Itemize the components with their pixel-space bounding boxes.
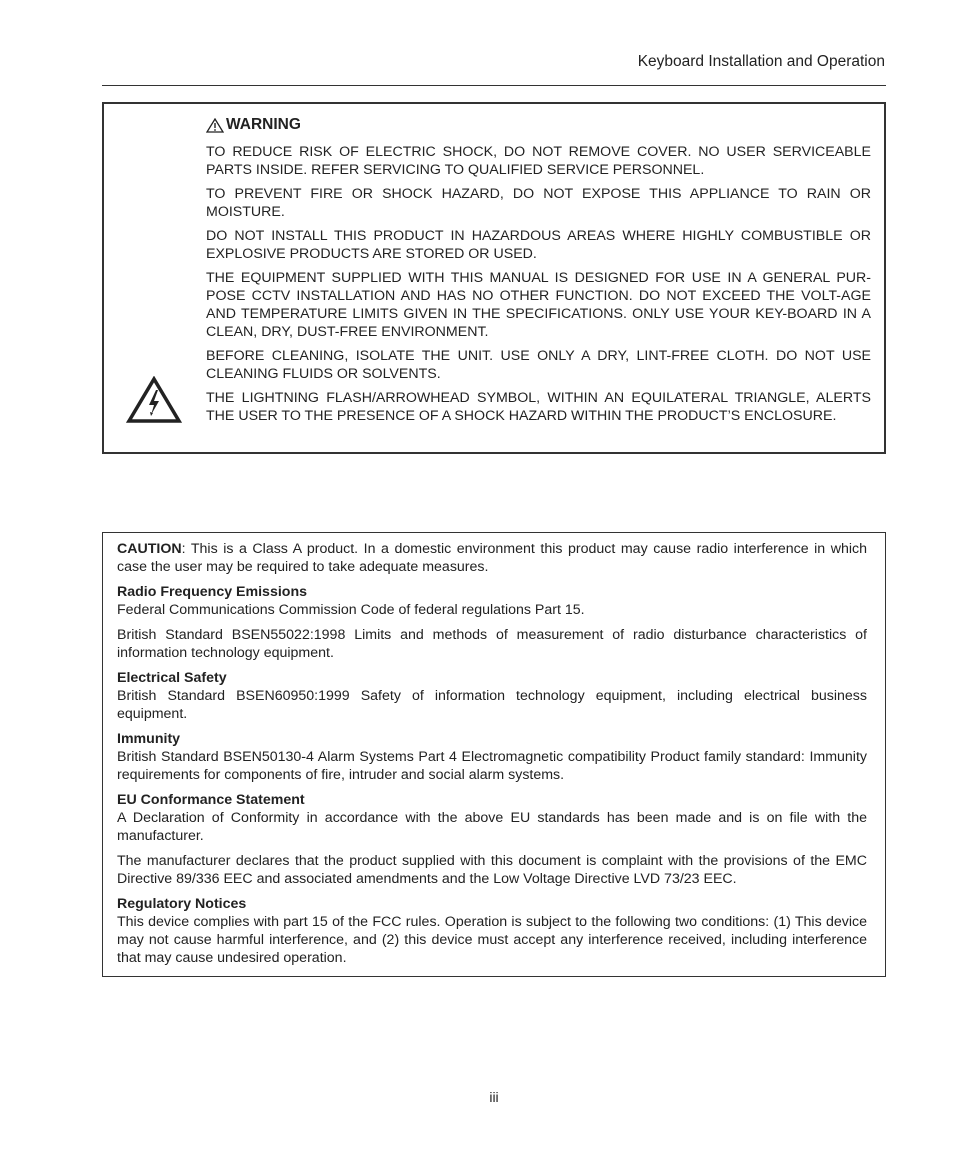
page-number: iii (489, 1089, 499, 1105)
caution-label: CAUTION (117, 541, 182, 557)
section-text: British Standard BSEN60950:1999 Safety of information technology equipment, including electrical business equipment. (117, 688, 867, 722)
section-eu-conformance (117, 791, 867, 845)
caution-text: : This is a Class A product. In a domestic environment this product may cause radio interference in which case the user may be required to take adequate measures. (117, 541, 867, 575)
lightning-hazard-icon (126, 376, 182, 424)
section-text: This device complies with part 15 of the FCC rules. Operation is subject to the following two conditions: (1) This device may not cause harmful interference, and (2) this device must accept any interference received, including interference that may cause undesired operation. (117, 914, 867, 966)
section-heading: Regulatory Notices (117, 896, 247, 912)
warning-body (206, 143, 871, 431)
section-radio-frequency (117, 583, 867, 619)
section-bsen55022 (117, 626, 867, 662)
warning-paragraph: THE EQUIPMENT SUPPLIED WITH THIS MANUAL IS DESIGNED FOR USE IN A GENERAL PUR-POSE CCTV INSTALLATION AND HAS NO OTHER FUNCTION. DO NOT EXCEED THE VOLT-AGE AND TEMPERATURE LIMITS GIVEN IN THE SPECIFICATIONS. ONLY USE YOUR KEY-BOARD IN A CLEAN, DRY, DUST-FREE ENVIRONMENT. (206, 270, 871, 340)
warning-title-text: WARNING (226, 116, 301, 133)
section-text: The manufacturer declares that the product supplied with this document is complaint with the provisions of the EMC Directive 89/336 EEC and associated amendments and the Low Voltage Directive LVD 73/23 EEC. (117, 853, 867, 887)
warning-title (206, 116, 301, 134)
page-header-title: Keyboard Installation and Operation (637, 53, 885, 70)
section-immunity (117, 730, 867, 784)
section-regulatory-notices (117, 895, 867, 967)
section-text: A Declaration of Conformity in accordance with the above EU standards has been made and is on file with the manufacturer. (117, 810, 867, 844)
warning-paragraph: TO REDUCE RISK OF ELECTRIC SHOCK, DO NOT REMOVE COVER. NO USER SERVICEABLE PARTS INSIDE. REFER SERVICING TO QUALIFIED SERVICE PERSONNEL. (206, 144, 871, 178)
section-text: Federal Communications Commission Code of federal regulations Part 15. (117, 602, 585, 618)
section-heading: EU Conformance Statement (117, 792, 305, 808)
section-heading: Radio Frequency Emissions (117, 584, 308, 600)
caution-statement (117, 540, 867, 576)
warning-paragraph: TO PREVENT FIRE OR SHOCK HAZARD, DO NOT EXPOSE THIS APPLIANCE TO RAIN OR MOISTURE. (206, 186, 871, 220)
section-heading: Electrical Safety (117, 670, 227, 686)
warning-paragraph: THE LIGHTNING FLASH/ARROWHEAD SYMBOL, WITHIN AN EQUILATERAL TRIANGLE, ALERTS THE USER TO THE PRESENCE OF A SHOCK HAZARD WITHIN THE PRODUCT’S ENCLOSURE. (206, 390, 871, 424)
warning-triangle-icon (206, 118, 224, 133)
caution-box (102, 532, 886, 977)
section-manufacturer-declaration (117, 852, 867, 888)
warning-paragraph: DO NOT INSTALL THIS PRODUCT IN HAZARDOUS AREAS WHERE HIGHLY COMBUSTIBLE OR EXPLOSIVE PRODUCTS ARE STORED OR USED. (206, 228, 871, 262)
header-rule (102, 85, 886, 86)
section-heading: Immunity (117, 731, 181, 747)
warning-paragraph: BEFORE CLEANING, ISOLATE THE UNIT. USE ONLY A DRY, LINT-FREE CLOTH. DO NOT USE CLEANING FLUIDS OR SOLVENTS. (206, 348, 871, 382)
section-text: British Standard BSEN55022:1998 Limits and methods of measurement of radio disturbance characteristics of information technology equipment. (117, 627, 867, 661)
warning-box (102, 102, 886, 454)
section-electrical-safety (117, 669, 867, 723)
section-text: British Standard BSEN50130-4 Alarm Systems Part 4 Electromagnetic compatibility Product family standard: Immunity requirements for components of fire, intruder and social alarm systems. (117, 749, 867, 783)
caution-body (117, 540, 867, 974)
